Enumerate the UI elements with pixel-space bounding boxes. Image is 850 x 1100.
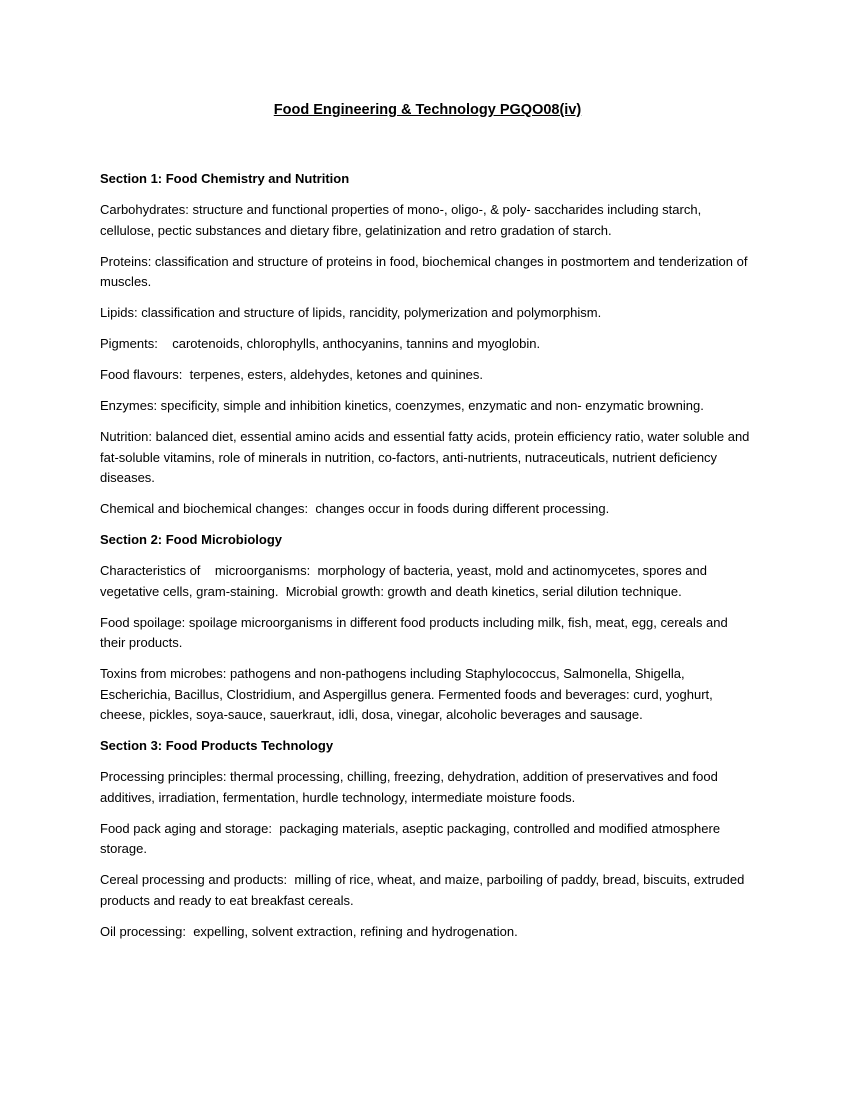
paragraph-chemical-changes: Chemical and biochemical changes: changes occur in foods during different processing.: [100, 501, 610, 516]
paragraph-cereal-processing: Cereal processing and products: milling of rice, wheat, and maize, parboiling of paddy, bread, biscuits, extruded products and ready to eat breakfast cereals.: [100, 872, 748, 908]
section-heading: Section 3: Food Products Technology: [100, 738, 334, 753]
section-heading: Section 2: Food Microbiology: [100, 532, 282, 547]
paragraph-food-spoilage: Food spoilage: spoilage microorganisms in different food products including milk, fish, meat, egg, cereals and their products.: [100, 614, 728, 650]
paragraph-packaging: Food pack aging and storage: packaging materials, aseptic packaging, controlled and modified atmosphere storage.: [100, 820, 724, 856]
section-1: [100, 169, 755, 520]
section-2: [100, 530, 755, 726]
section-heading: Section 1: Food Chemistry and Nutrition: [100, 171, 350, 186]
paragraph-carbohydrates: Carbohydrates: structure and functional properties of mono-, oligo-, & poly- saccharides including starch, cellulose, pectic substances and dietary fibre, gelatinization and retro gradation of starch.: [100, 202, 702, 238]
paragraph-toxins: Toxins from microbes: pathogens and non-pathogens including Staphylococcus, Salmonella, Shigella, Escherichia, Bacillus, Clostridium, and Aspergillus genera. Fermented foods and beverages: curd, yoghurt, cheese, pickles, soya-sauce, sauerkraut, idli, dosa, vinegar, alcoholic beverages and sausage.: [100, 666, 713, 722]
paragraph-pigments: Pigments: carotenoids, chlorophylls, anthocyanins, tannins and myoglobin.: [100, 336, 541, 351]
paragraph-proteins: Proteins: classification and structure of proteins in food, biochemical changes in postmortem and tenderization of muscles.: [100, 253, 748, 289]
section-3: [100, 736, 755, 942]
paragraph-nutrition: Nutrition: balanced diet, essential amino acids and essential fatty acids, protein efficiency ratio, water soluble and fat-soluble vitamins, role of minerals in nutrition, co-factors, anti-nutrients, nutraceuticals, nutrient deficiency diseases.: [100, 429, 750, 485]
document-title: Food Engineering & Technology PGQO08(iv): [273, 102, 582, 118]
paragraph-processing-principles: Processing principles: thermal processing, chilling, freezing, dehydration, addition of preservatives and food additives, irradiation, fermentation, hurdle technology, intermediate moisture foods.: [100, 769, 718, 805]
paragraph-food-flavours: Food flavours: terpenes, esters, aldehydes, ketones and quinines.: [100, 367, 484, 382]
document-page: [100, 100, 755, 953]
paragraph-microorganisms: Characteristics of microorganisms: morphology of bacteria, yeast, mold and actinomycetes, spores and vegetative cells, gram-staining. Microbial growth: growth and death kinetics, serial dilution technique.: [100, 563, 711, 599]
paragraph-lipids: Lipids: classification and structure of lipids, rancidity, polymerization and polymorphism.: [100, 305, 602, 320]
paragraph-enzymes: Enzymes: specificity, simple and inhibition kinetics, coenzymes, enzymatic and non- enzymatic browning.: [100, 398, 704, 413]
paragraph-oil-processing: Oil processing: expelling, solvent extraction, refining and hydrogenation.: [100, 923, 518, 939]
